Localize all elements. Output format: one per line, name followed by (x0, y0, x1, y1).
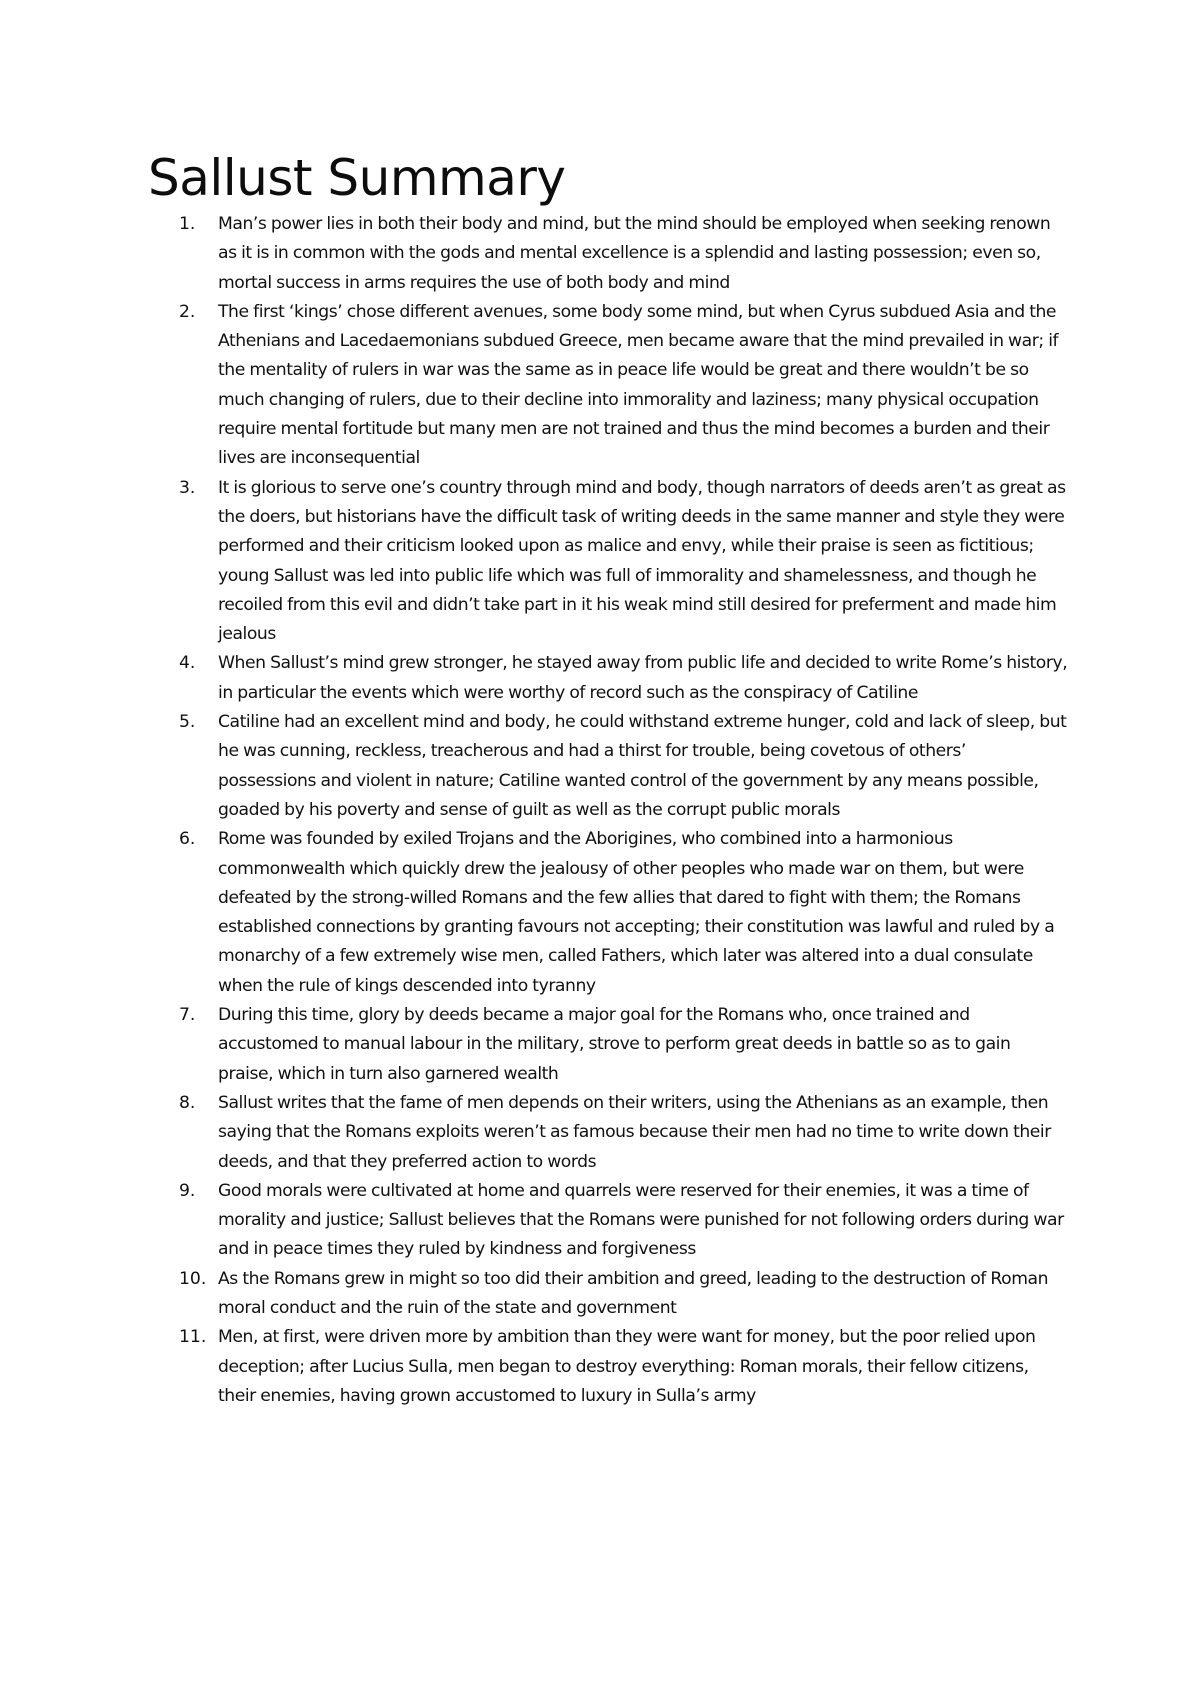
item-text: It is glorious to serve one’s country through mind and body, though narrators of deeds aren’t as great as the doers, but historians have the difficult task of writing deeds in the same manner and style they were performed and their criticism looked upon as malice and envy, while their praise is seen as fictitious; young Sallust was led into public life which was full of immorality and shamelessness, and though he recoiled from this evil and didn’t take part in it his weak mind still desired for preferment and made him jealous (218, 477, 1066, 645)
item-number: 4. (179, 653, 196, 674)
item-number: 2. (179, 301, 196, 322)
item-number: 9. (179, 1180, 196, 1201)
item-text: During this time, glory by deeds became a major goal for the Romans who, once trained and accustomed to manual labour in the military, strove to perform great deeds in battle so as to gain praise, which in turn also garnered wealth (218, 1005, 1011, 1084)
list-item (148, 1265, 1068, 1324)
item-number: 3. (179, 477, 196, 498)
item-text: The first ‘kings’ chose different avenues, some body some mind, but when Cyrus subdued Asia and the Athenians and Lacedaemonians subdued Greece, men became aware that the mind prevailed in war; if the mentality of rulers in war was the same as in peace life would be great and there wouldn’t be so much changing of rulers, due to their decline into immorality and laziness; many physical occupation require mental fortitude but many men are not trained and thus the mind becomes a burden and their lives are inconsequential (218, 301, 1059, 469)
list-item (148, 210, 1068, 298)
list-item (148, 1089, 1068, 1177)
item-number: 6. (179, 829, 196, 850)
list-item (148, 708, 1068, 825)
item-number: 7. (179, 1005, 196, 1026)
summary-list (148, 210, 1068, 1411)
list-item (148, 298, 1068, 474)
item-number: 10. (179, 1268, 207, 1289)
item-text: Man’s power lies in both their body and mind, but the mind should be employed when seeking renown as it is in common with the gods and mental excellence is a splendid and lasting possession; even so, mortal success in arms requires the use of both body and mind (218, 214, 1051, 293)
document-title: Sallust Summary (148, 149, 566, 207)
item-text: Men, at first, were driven more by ambition than they were want for money, but the poor relied upon deception; after Lucius Sulla, men began to destroy everything: Roman morals, their fellow citizens, their enemies, having grown accustomed to luxury in Sulla’s army (218, 1327, 1036, 1406)
list-item (148, 1001, 1068, 1089)
item-text: When Sallust’s mind grew stronger, he stayed away from public life and decided to write Rome’s history, in particular the events which were worthy of record such as the conspiracy of Catiline (218, 653, 1068, 703)
item-number: 5. (179, 712, 196, 733)
item-text: Rome was founded by exiled Trojans and the Aborigines, who combined into a harmonious commonwealth which quickly drew the jealousy of other peoples who made war on them, but were defeated by the strong-willed Romans and the few allies that dared to fight with them; the Romans established connections by granting favours not accepting; their constitution was lawful and ruled by a monarchy of a few extremely wise men, called Fathers, which later was altered into a dual consulate when the rule of kings descended into tyranny (218, 829, 1055, 996)
item-number: 8. (179, 1092, 196, 1113)
list-item (148, 474, 1068, 650)
item-text: As the Romans grew in might so too did their ambition and greed, leading to the destruction of Roman moral conduct and the ruin of the state and government (218, 1268, 1049, 1318)
item-text: Sallust writes that the fame of men depends on their writers, using the Athenians as an example, then saying that the Romans exploits weren’t as famous because their men had no time to write down their deeds, and that they preferred action to words (218, 1092, 1051, 1172)
list-item (148, 649, 1068, 708)
item-text: Good morals were cultivated at home and quarrels were reserved for their enemies, it was a time of morality and justice; Sallust believes that the Romans were punished for not following orders during war and in peace times they ruled by kindness and forgiveness (218, 1180, 1064, 1260)
item-number: 1. (179, 214, 196, 234)
item-number: 11. (179, 1327, 207, 1348)
item-text: Catiline had an excellent mind and body, he could withstand extreme hunger, cold and lack of sleep, but he was cunning, reckless, treacherous and had a thirst for trouble, being covetous of others’ possessions and violent in nature; Catiline wanted control of the government by any means possible, goaded by his poverty and sense of guilt as well as the corrupt public morals (218, 712, 1067, 820)
list-item (148, 1323, 1068, 1411)
list-item (148, 1177, 1068, 1265)
list-item (148, 825, 1068, 1001)
